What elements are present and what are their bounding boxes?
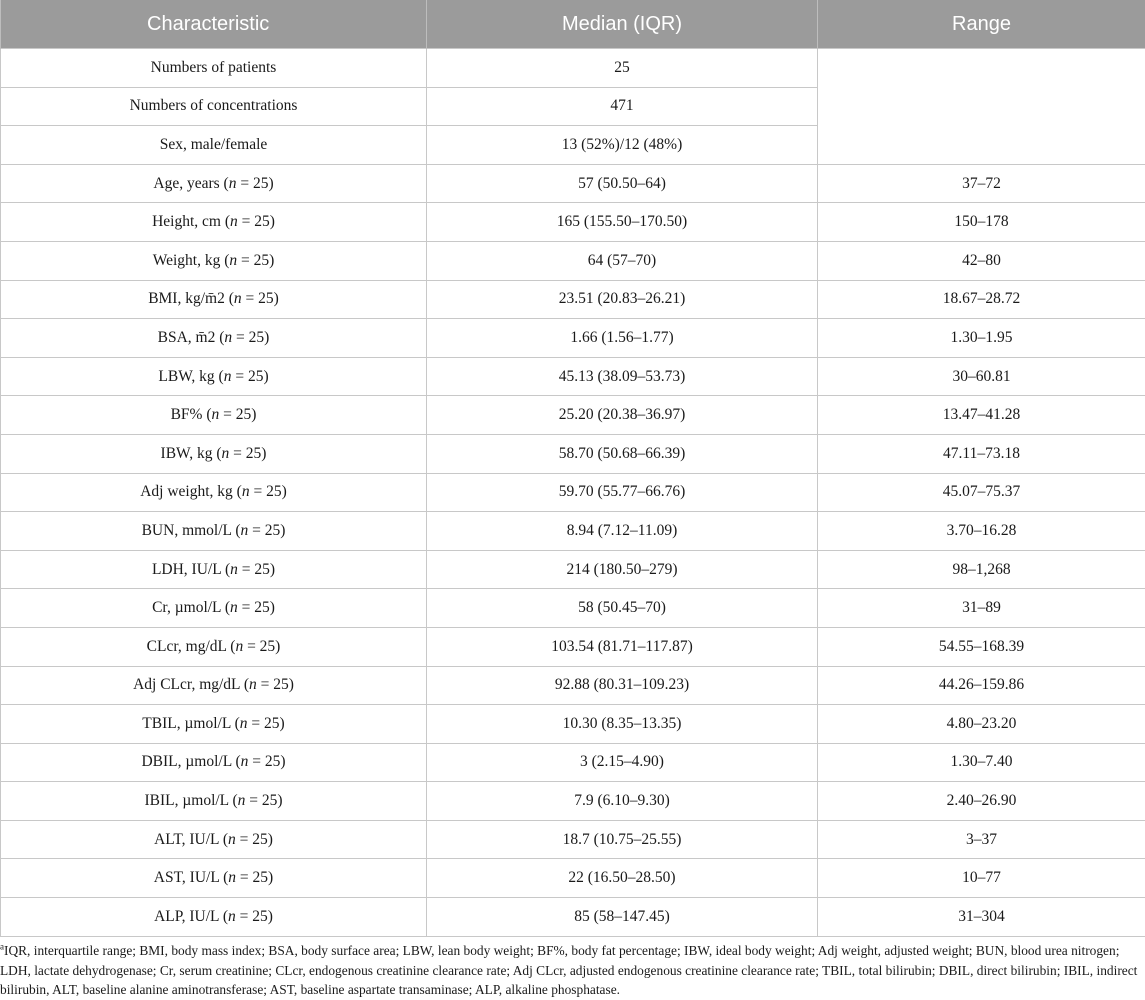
table-row: [1, 705, 1145, 744]
sample-size-value: = 25): [237, 252, 274, 269]
characteristic-label: Height, cm: [152, 213, 221, 230]
table-row: [1, 859, 1145, 898]
characteristic-label: AST, IU/L: [154, 869, 219, 886]
median-cell: 85 (58–147.45): [427, 898, 818, 937]
sample-size-value: = 25): [236, 869, 273, 886]
column-header-characteristic: Characteristic: [1, 0, 427, 49]
sample-size-n: n: [212, 406, 220, 423]
table-row: [1, 898, 1145, 937]
median-cell: 7.9 (6.10–9.30): [427, 782, 818, 821]
median-cell: 23.51 (20.83–26.21): [427, 280, 818, 319]
median-cell: 13 (52%)/12 (48%): [427, 126, 818, 165]
characteristic-label: TBIL, µmol/L: [142, 715, 230, 732]
sample-size-n: n: [230, 599, 238, 616]
characteristic-label: Adj CLcr, mg/dL: [133, 676, 240, 693]
characteristic-cell: BSA, m̄2 (n = 25): [1, 319, 427, 358]
median-cell: 64 (57–70): [427, 241, 818, 280]
sample-size-n: n: [235, 638, 243, 655]
range-cell: 30–60.81: [818, 357, 1145, 396]
sample-size-value: = 25): [238, 599, 275, 616]
sample-size-n: n: [224, 368, 232, 385]
sample-size-value: = 25): [236, 175, 273, 192]
range-cell: 44.26–159.86: [818, 666, 1145, 705]
characteristic-label: IBW, kg: [161, 445, 213, 462]
sample-size-value: = 25): [245, 792, 282, 809]
median-cell: 8.94 (7.12–11.09): [427, 512, 818, 551]
range-cell: 31–304: [818, 898, 1145, 937]
sample-size-n: n: [230, 561, 238, 578]
footnote-text: IQR, interquartile range; BMI, body mass index; BSA, body surface area; LBW, lean body weight; BF%, body fat percentage; IBW, ideal body weight; Adj weight, adjusted weight; BUN, blood urea nitrogen; LDH, lactate dehydrogenase; Cr, serum creatinine; CLcr, endogenous creatinine clearance rate; Adj CLcr, adjusted endogenous creatinine clearance rate; TBIL, total bilirubin; DBIL, direct bilirubin; IBIL, indirect bilirubin, ALT, baseline alanine aminotransferase; AST, baseline aspartate transaminase; ALP, alkaline phosphatase.: [0, 943, 1137, 997]
characteristic-label: BMI, kg/m̄2: [148, 290, 225, 307]
table-row: [1, 550, 1145, 589]
characteristic-cell: ALP, IU/L (n = 25): [1, 898, 427, 937]
characteristic-cell: ALT, IU/L (n = 25): [1, 820, 427, 859]
median-cell: 18.7 (10.75–25.55): [427, 820, 818, 859]
median-cell: 59.70 (55.77–66.76): [427, 473, 818, 512]
sample-size-n: n: [230, 213, 238, 230]
characteristic-label: Age, years: [153, 175, 219, 192]
characteristic-cell: Adj weight, kg (n = 25): [1, 473, 427, 512]
characteristic-cell: CLcr, mg/dL (n = 25): [1, 627, 427, 666]
table-row: [1, 357, 1145, 396]
table-row: [1, 203, 1145, 242]
characteristic-label: Weight, kg: [153, 252, 221, 269]
characteristic-cell: BUN, mmol/L (n = 25): [1, 512, 427, 551]
median-cell: 214 (180.50–279): [427, 550, 818, 589]
sample-size-value: = 25): [236, 831, 273, 848]
median-cell: 58 (50.45–70): [427, 589, 818, 628]
table-row: [1, 589, 1145, 628]
median-cell: 92.88 (80.31–109.23): [427, 666, 818, 705]
characteristic-label: IBIL, µmol/L: [144, 792, 228, 809]
table-row: [1, 782, 1145, 821]
median-cell: 25.20 (20.38–36.97): [427, 396, 818, 435]
table-row: [1, 434, 1145, 473]
sample-size-n: n: [242, 483, 250, 500]
characteristic-cell: LBW, kg (n = 25): [1, 357, 427, 396]
table-row: [1, 627, 1145, 666]
table-row: [1, 280, 1145, 319]
range-cell: 18.67–28.72: [818, 280, 1145, 319]
range-cell: 3–37: [818, 820, 1145, 859]
characteristic-label: BF%: [171, 406, 203, 423]
characteristic-label: LDH, IU/L: [152, 561, 221, 578]
sample-size-n: n: [229, 175, 237, 192]
range-cell: 54.55–168.39: [818, 627, 1145, 666]
characteristic-cell: AST, IU/L (n = 25): [1, 859, 427, 898]
characteristic-cell: BF% (n = 25): [1, 396, 427, 435]
sample-size-n: n: [241, 522, 249, 539]
median-cell: 103.54 (81.71–117.87): [427, 627, 818, 666]
table-row: [1, 241, 1145, 280]
characteristic-label: BSA, m̄2: [158, 329, 216, 346]
sample-size-n: n: [228, 869, 236, 886]
range-cell: 2.40–26.90: [818, 782, 1145, 821]
table-row: [1, 164, 1145, 203]
characteristic-label: LBW, kg: [158, 368, 214, 385]
characteristic-cell: Weight, kg (n = 25): [1, 241, 427, 280]
sample-size-value: = 25): [248, 715, 285, 732]
characteristic-label: ALT, IU/L: [154, 831, 219, 848]
range-cell: 4.80–23.20: [818, 705, 1145, 744]
characteristic-cell: Height, cm (n = 25): [1, 203, 427, 242]
table-footnote: [0, 941, 1140, 1000]
characteristic-label: ALP, IU/L: [154, 908, 219, 925]
characteristic-cell: Sex, male/female: [1, 126, 427, 165]
range-cell: 47.11–73.18: [818, 434, 1145, 473]
range-cell: 10–77: [818, 859, 1145, 898]
characteristic-label: CLcr, mg/dL: [147, 638, 227, 655]
sample-size-n: n: [228, 831, 236, 848]
median-cell: 471: [427, 87, 818, 126]
range-cell: 3.70–16.28: [818, 512, 1145, 551]
table-row: [1, 743, 1145, 782]
characteristic-cell: IBW, kg (n = 25): [1, 434, 427, 473]
characteristic-cell: IBIL, µmol/L (n = 25): [1, 782, 427, 821]
table-row: [1, 319, 1145, 358]
median-cell: 25: [427, 49, 818, 88]
range-cell: 13.47–41.28: [818, 396, 1145, 435]
table-row: [1, 473, 1145, 512]
median-cell: 1.66 (1.56–1.77): [427, 319, 818, 358]
characteristic-cell: Adj CLcr, mg/dL (n = 25): [1, 666, 427, 705]
median-cell: 3 (2.15–4.90): [427, 743, 818, 782]
range-cell: 150–178: [818, 203, 1145, 242]
characteristic-cell: Cr, µmol/L (n = 25): [1, 589, 427, 628]
range-cell: 1.30–7.40: [818, 743, 1145, 782]
sample-size-n: n: [238, 792, 246, 809]
characteristic-cell: Numbers of concentrations: [1, 87, 427, 126]
sample-size-n: n: [222, 445, 230, 462]
sample-size-value: = 25): [248, 522, 285, 539]
sample-size-value: = 25): [238, 561, 275, 578]
sample-size-n: n: [228, 908, 236, 925]
table-body: [1, 49, 1145, 937]
sample-size-value: = 25): [219, 406, 256, 423]
table-row: [1, 49, 1145, 88]
sample-size-n: n: [241, 753, 249, 770]
sample-size-value: = 25): [238, 213, 275, 230]
median-cell: 45.13 (38.09–53.73): [427, 357, 818, 396]
characteristic-label: DBIL, µmol/L: [141, 753, 231, 770]
median-cell: 22 (16.50–28.50): [427, 859, 818, 898]
median-cell: 58.70 (50.68–66.39): [427, 434, 818, 473]
range-cell: 45.07–75.37: [818, 473, 1145, 512]
sample-size-n: n: [234, 290, 242, 307]
table-row: [1, 666, 1145, 705]
characteristic-cell: LDH, IU/L (n = 25): [1, 550, 427, 589]
sample-size-value: = 25): [229, 445, 266, 462]
sample-size-n: n: [224, 329, 232, 346]
characteristic-cell: Age, years (n = 25): [1, 164, 427, 203]
column-header-median: Median (IQR): [427, 0, 818, 49]
table-row: [1, 512, 1145, 551]
characteristic-label: BUN, mmol/L: [142, 522, 232, 539]
characteristic-cell: TBIL, µmol/L (n = 25): [1, 705, 427, 744]
table-header: [1, 0, 1145, 49]
table-row: [1, 396, 1145, 435]
sample-size-value: = 25): [236, 908, 273, 925]
sample-size-value: = 25): [257, 676, 294, 693]
sample-size-value: = 25): [248, 753, 285, 770]
sample-size-value: = 25): [242, 290, 279, 307]
range-cell-empty: [818, 49, 1145, 165]
range-cell: 42–80: [818, 241, 1145, 280]
range-cell: 31–89: [818, 589, 1145, 628]
sample-size-n: n: [229, 252, 237, 269]
range-cell: 37–72: [818, 164, 1145, 203]
median-cell: 165 (155.50–170.50): [427, 203, 818, 242]
characteristic-cell: Numbers of patients: [1, 49, 427, 88]
range-cell: 98–1,268: [818, 550, 1145, 589]
table-row: [1, 820, 1145, 859]
sample-size-n: n: [240, 715, 248, 732]
sample-size-value: = 25): [243, 638, 280, 655]
characteristic-label: Adj weight, kg: [140, 483, 233, 500]
sample-size-value: = 25): [231, 368, 268, 385]
range-cell: 1.30–1.95: [818, 319, 1145, 358]
sample-size-value: = 25): [250, 483, 287, 500]
characteristic-label: Cr, µmol/L: [152, 599, 221, 616]
median-cell: 10.30 (8.35–13.35): [427, 705, 818, 744]
column-header-range: Range: [818, 0, 1145, 49]
sample-size-n: n: [249, 676, 257, 693]
median-cell: 57 (50.50–64): [427, 164, 818, 203]
footnote-marker: a: [0, 942, 4, 952]
sample-size-value: = 25): [232, 329, 269, 346]
characteristic-cell: DBIL, µmol/L (n = 25): [1, 743, 427, 782]
characteristic-cell: BMI, kg/m̄2 (n = 25): [1, 280, 427, 319]
